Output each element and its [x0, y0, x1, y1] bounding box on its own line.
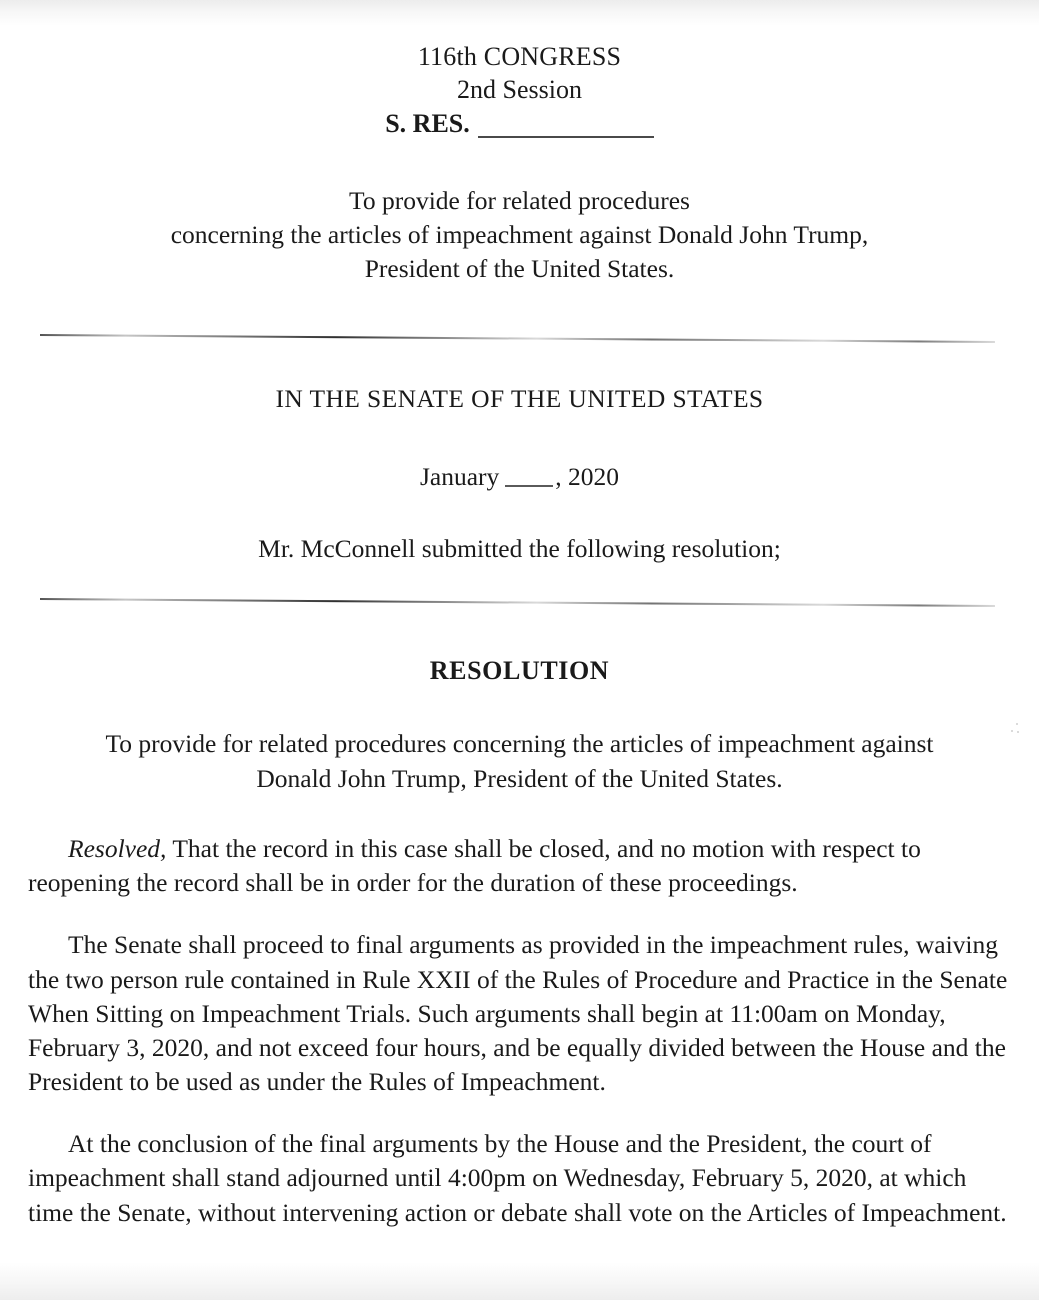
- subtitle-line-3: President of the United States.: [364, 253, 675, 283]
- bill-label: S. RES.: [385, 109, 470, 139]
- submitter-line: Mr. McConnell submitted the following resolution;: [258, 533, 781, 563]
- subtitle-line-1: To provide for related procedures: [349, 186, 690, 216]
- resolution-title: RESOLUTION: [429, 655, 610, 685]
- session-line: 2nd Session: [457, 74, 582, 104]
- resolution-summary-line-2: Donald John Trump, President of the United States.: [256, 763, 783, 793]
- resolution-body: [0, 832, 1039, 1230]
- resolution-summary: [0, 726, 1039, 796]
- congress-line: 116th CONGRESS: [417, 42, 622, 71]
- paragraph-final-arguments: [28, 928, 1011, 1099]
- date-year: , 2020: [555, 461, 620, 491]
- date-day-blank: [505, 470, 553, 487]
- divider-rule-top: [0, 334, 1039, 348]
- paragraph-lead-resolved: Resolved,: [68, 834, 167, 864]
- paragraph-text-final-arguments: The Senate shall proceed to final arguments as provided in the impeachment rules, waiving the two person rule contained in Rule XXII of the Rules of Procedure and Practice in the Senate When Sitting on Impeachment Trials. Such arguments shall begin at 11:00am on Monday, February 3, 2020, and not exceed four hours, and be equally divided between the House and the President to be used as under the Rules of Impeachment.: [28, 930, 1008, 1097]
- paragraph-text-resolved: That the record in this case shall be closed, and no motion with respect to reopening the record shall be in order for the duration of these proceedings.: [28, 834, 921, 898]
- scan-shadow-bottom: [0, 1262, 1039, 1300]
- bill-number-blank: [478, 116, 654, 138]
- bill-number-line: [0, 109, 1039, 140]
- date-month: January: [419, 461, 500, 491]
- chamber-heading: IN THE SENATE OF THE UNITED STATES: [275, 383, 764, 413]
- divider-rule-bottom: [0, 598, 1039, 612]
- document-subtitle: [0, 184, 1039, 286]
- paragraph-adjournment-vote: [28, 1127, 1011, 1229]
- subtitle-line-2: concerning the articles of impeachment against Donald John Trump,: [170, 219, 869, 249]
- paragraph-resolved: [28, 832, 1011, 900]
- resolution-summary-line-1: To provide for related procedures concerning the articles of impeachment against: [105, 728, 934, 758]
- masthead: [0, 0, 1039, 140]
- date-line: [0, 462, 1039, 492]
- scan-speckle-artifact: [1011, 723, 1021, 737]
- paragraph-text-adjournment-vote: At the conclusion of the final arguments by the House and the President, the court of impeachment shall stand adjourned until 4:00pm on Wednesday, February 5, 2020, at which time the Senate, without intervening action or debate shall vote on the Articles of Impeachment.: [28, 1129, 1007, 1227]
